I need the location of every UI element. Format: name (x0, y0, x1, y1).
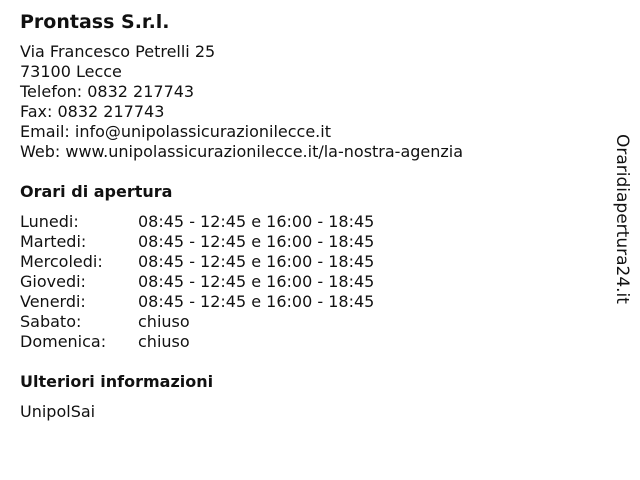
hours-day-label: Lunedi: (20, 212, 79, 231)
hours-time-value: chiuso (138, 332, 190, 351)
hours-time-value: 08:45 - 12:45 e 16:00 - 18:45 (138, 212, 375, 231)
hours-day-label: Venerdi: (20, 292, 86, 311)
additional-info-title: Ulteriori informazioni (20, 372, 214, 391)
hours-time-value: 08:45 - 12:45 e 16:00 - 18:45 (138, 292, 375, 311)
hours-row-thursday (20, 272, 600, 292)
hours-row-saturday (20, 312, 600, 332)
hours-time-value: 08:45 - 12:45 e 16:00 - 18:45 (138, 252, 375, 271)
business-card (20, 8, 600, 422)
fax-line: Fax: 0832 217743 (20, 102, 165, 121)
hours-day-label: Mercoledi: (20, 252, 103, 271)
hours-row-sunday (20, 332, 600, 352)
hours-row-tuesday (20, 232, 600, 252)
additional-info-text: UnipolSai (20, 402, 96, 421)
address-block (20, 42, 600, 162)
hours-time-value: chiuso (138, 312, 190, 331)
hours-day-label: Martedi: (20, 232, 87, 251)
hours-time-value: 08:45 - 12:45 e 16:00 - 18:45 (138, 272, 375, 291)
street-address: Via Francesco Petrelli 25 (20, 42, 216, 61)
phone-line: Telefon: 0832 217743 (20, 82, 195, 101)
hours-day-label: Giovedi: (20, 272, 86, 291)
hours-time-value: 08:45 - 12:45 e 16:00 - 18:45 (138, 232, 375, 251)
company-name: Prontass S.r.l. (20, 11, 170, 33)
side-watermark: Oraridiapertura24.it (612, 134, 632, 304)
hours-day-label: Domenica: (20, 332, 107, 351)
city-address: 73100 Lecce (20, 62, 122, 81)
opening-hours-list (20, 212, 600, 352)
hours-row-friday (20, 292, 600, 312)
opening-hours-title: Orari di apertura (20, 182, 173, 201)
web-line: Web: www.unipolassicurazionilecce.it/la-nostra-agenzia (20, 142, 464, 161)
hours-day-label: Sabato: (20, 312, 82, 331)
email-line: Email: info@unipolassicurazionilecce.it (20, 122, 331, 141)
hours-row-wednesday (20, 252, 600, 272)
hours-row-monday (20, 212, 600, 232)
